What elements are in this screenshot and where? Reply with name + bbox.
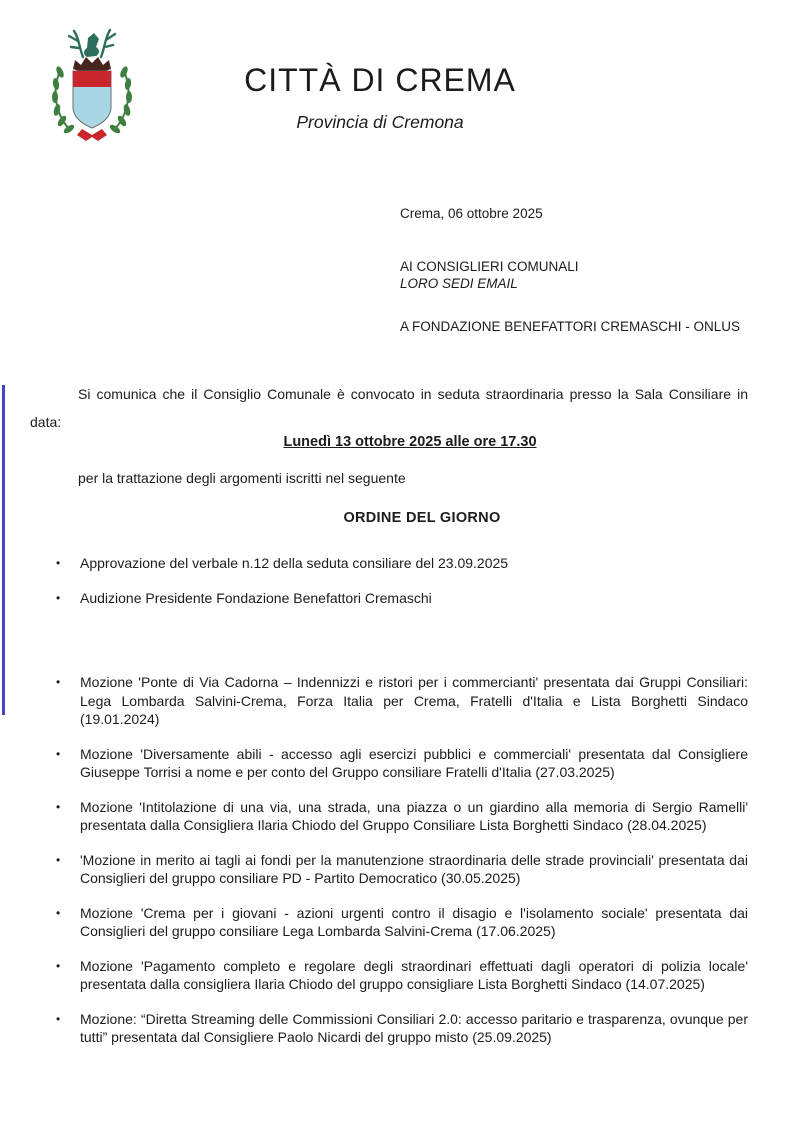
intro-paragraph: Si comunica che il Consiglio Comunale è convocato in seduta straordinaria presso la Sala Consiliare in data: — [30, 386, 748, 430]
recipient-foundation: A FONDAZIONE BENEFATTORI CREMASCHI - ONLUS — [400, 319, 741, 334]
bullet-icon: • — [56, 556, 61, 570]
bullet-icon: • — [56, 1011, 61, 1026]
bullet-icon: • — [56, 958, 61, 973]
bullet-icon: • — [56, 905, 61, 920]
agenda-item — [56, 1010, 748, 1047]
agenda-list — [56, 554, 748, 1063]
recipients-block — [400, 258, 740, 335]
agenda-item-text: Mozione 'Ponte di Via Cadorna – Indennizzi e ristori per i commercianti' presentata dai Gruppi Consiliari: Lega Lombarda Salvini-Crema, Forza Italia per Crema, Fratelli d'Italia e Lista Borghetti Sindaco (19.01.2024) — [80, 674, 748, 727]
meeting-datetime-text: Lunedì 13 ottobre 2025 alle ore 17.30 — [283, 434, 537, 450]
agenda-item — [56, 798, 748, 835]
bullet-icon: • — [56, 590, 61, 605]
agenda-item — [56, 673, 748, 729]
city-title: CITTÀ DI CREMA — [244, 62, 516, 98]
agenda-title: ORDINE DEL GIORNO — [343, 510, 501, 526]
bullet-icon: • — [56, 746, 61, 761]
bullet-icon: • — [56, 799, 61, 814]
agenda-item-text: Mozione 'Diversamente abili - accesso agli esercizi pubblici e commerciali' presentata dal Consigliere Giuseppe Torrisi a nome e per conto del Gruppo consiliare Fratelli d'Italia (27.03.2025) — [80, 745, 748, 780]
revision-change-bar — [2, 385, 5, 715]
bullet-icon: • — [56, 852, 61, 867]
letter-date: Crema, 06 ottobre 2025 — [400, 206, 543, 221]
agenda-item-text: Approvazione del verbale n.12 della seduta consiliare del 23.09.2025 — [80, 555, 509, 571]
meeting-datetime — [30, 434, 790, 450]
agenda-item — [56, 745, 748, 782]
agenda-item-text: Audizione Presidente Fondazione Benefattori Cremaschi — [80, 589, 432, 606]
agenda-item — [56, 554, 748, 573]
agenda-item-text: 'Mozione in merito ai tagli ai fondi per la manutenzione straordinaria delle strade provinciali' presentata dai Consiglieri del gruppo consiliare PD - Partito Democratico (30.05.2025) — [80, 851, 748, 886]
agenda-item-text: Mozione 'Crema per i giovani - azioni urgenti contro il disagio e l'isolamento sociale' presentata dai Consiglieri del gruppo consiliare Lega Lombarda Salvini-Crema (17.06.2025) — [80, 904, 748, 939]
agenda-item-text: Mozione 'Intitolazione di una via, una strada, una piazza o un giardino alla memoria di Sergio Ramelli' presentata dalla Consigliera Ilaria Chiodo del Gruppo Consiliare Lista Borghetti Sindaco (28.04.2025) — [80, 798, 748, 833]
province-subtitle: Provincia di Cremona — [296, 112, 464, 132]
agenda-item — [56, 957, 748, 994]
agenda-item — [56, 904, 748, 941]
agenda-item-text: Mozione: “Diretta Streaming delle Commissioni Consiliari 2.0: accesso paritario e trasparenza, ovunque per tutti” presentata dal Consigliere Paolo Nicardi del gruppo misto (25.09.2025) — [80, 1010, 748, 1045]
recipient-delivery: LORO SEDI EMAIL — [400, 276, 518, 291]
agenda-item — [56, 589, 748, 608]
treatment-line: per la trattazione degli argomenti iscritti nel seguente — [78, 470, 406, 486]
crest-figure-icon — [84, 33, 99, 57]
bullet-icon: • — [56, 675, 61, 689]
agenda-item — [56, 851, 748, 888]
recipient-councillors: AI CONSIGLIERI COMUNALI — [400, 259, 579, 274]
agenda-item-text: Mozione 'Pagamento completo e regolare degli straordinari effettuati dagli operatori di polizia locale' presentata dalla consigliera Ilaria Chiodo del gruppo consigliare Lista Borghetti Sindaco (14.07.2025) — [80, 957, 748, 992]
